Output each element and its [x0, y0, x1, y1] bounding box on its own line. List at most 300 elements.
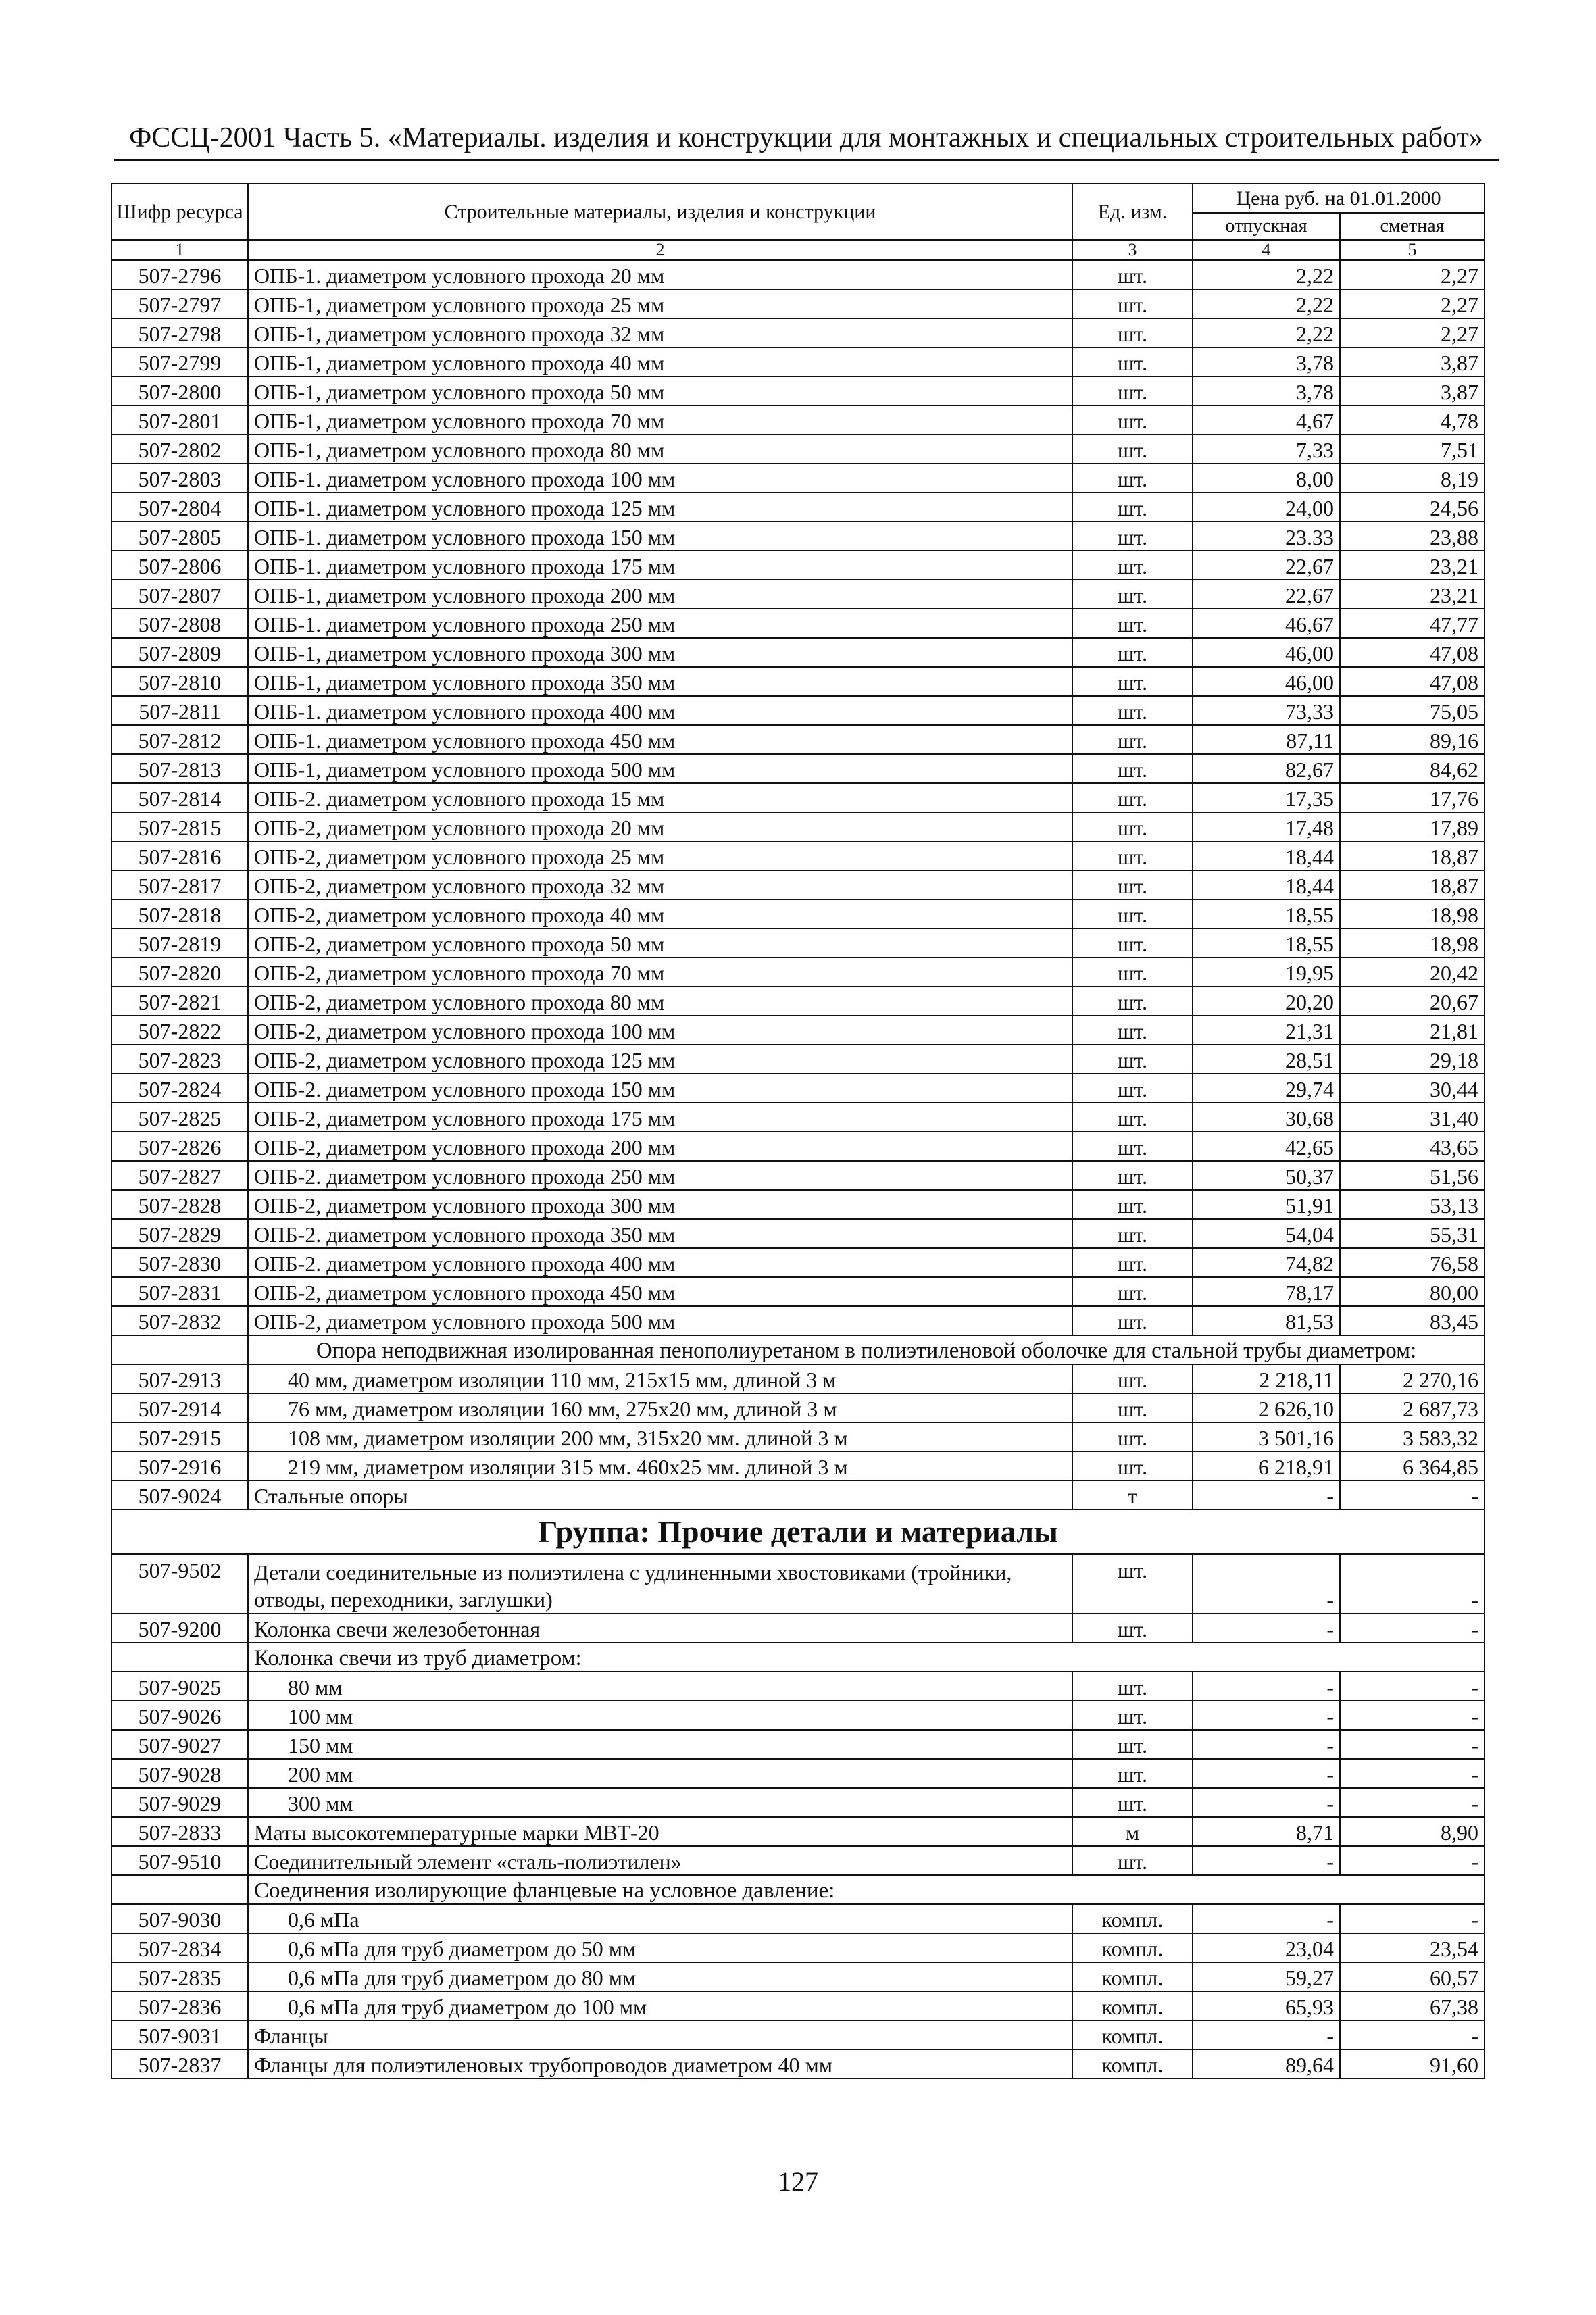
- row-unit: шт.: [1072, 1074, 1193, 1103]
- row-code: 507-2817: [111, 870, 248, 899]
- row-price-release: 18,55: [1193, 928, 1340, 957]
- row-price-estimate: 55,31: [1340, 1219, 1485, 1248]
- row-price-estimate: 67,38: [1340, 1991, 1485, 2020]
- row-unit: компл.: [1072, 1933, 1193, 1962]
- row-price-release: 54,04: [1193, 1219, 1340, 1248]
- row-unit: шт.: [1072, 289, 1193, 318]
- row-unit: шт.: [1072, 725, 1193, 754]
- row-name: 150 мм: [248, 1730, 1072, 1759]
- row-name: 300 мм: [248, 1788, 1072, 1817]
- table-row: [111, 289, 1485, 318]
- row-unit: т: [1072, 1480, 1193, 1510]
- row-code: 507-2812: [111, 725, 248, 754]
- row-price-release: 65,93: [1193, 1991, 1340, 2020]
- section-title-support: Опора неподвижная изолированная пенополиуретаном в полиэтиленовой оболочке для стальной трубы диаметром:: [248, 1335, 1485, 1364]
- row-price-estimate: 91,60: [1340, 2049, 1485, 2078]
- row-price-release: 18,44: [1193, 870, 1340, 899]
- row-name: ОПБ-1, диаметром условного прохода 50 мм: [248, 376, 1072, 405]
- row-name: ОПБ-2, диаметром условного прохода 175 мм: [248, 1103, 1072, 1132]
- row-unit: шт.: [1072, 1364, 1193, 1393]
- header-price-release: отпускная: [1193, 213, 1340, 240]
- row-price-estimate: -: [1340, 1614, 1485, 1643]
- row-name: ОПБ-1. диаметром условного прохода 400 мм: [248, 696, 1072, 725]
- row-name: Колонка свечи железобетонная: [248, 1614, 1072, 1643]
- row-price-estimate: 29,18: [1340, 1045, 1485, 1074]
- row-price-estimate: -: [1340, 1672, 1485, 1701]
- section-title-flange: Соединения изолирующие фланцевые на условное давление:: [248, 1875, 1485, 1904]
- row-name: 200 мм: [248, 1759, 1072, 1788]
- row-unit: шт.: [1072, 667, 1193, 696]
- row-price-release: 29,74: [1193, 1074, 1340, 1103]
- row-unit: шт.: [1072, 783, 1193, 812]
- row-code: 507-2828: [111, 1190, 248, 1219]
- row-code: 507-9026: [111, 1701, 248, 1730]
- row-price-release: 89,64: [1193, 2049, 1340, 2078]
- row-price-estimate: 20,42: [1340, 957, 1485, 987]
- row-unit: шт.: [1072, 1306, 1193, 1335]
- row-name: ОПБ-1, диаметром условного прохода 32 мм: [248, 318, 1072, 347]
- table-row: [111, 1672, 1485, 1701]
- row-price-release: 46,00: [1193, 638, 1340, 667]
- row-unit: шт.: [1072, 1161, 1193, 1190]
- header-name: Строительные материалы, изделия и конструкции: [248, 184, 1072, 240]
- row-price-estimate: 47,08: [1340, 667, 1485, 696]
- row-unit: компл.: [1072, 2020, 1193, 2049]
- row-unit: компл.: [1072, 1904, 1193, 1933]
- row-unit: шт.: [1072, 899, 1193, 928]
- row-name: Соединительный элемент «сталь-полиэтилен»: [248, 1846, 1072, 1875]
- row-unit: компл.: [1072, 1962, 1193, 1991]
- row-name: ОПБ-1. диаметром условного прохода 150 мм: [248, 522, 1072, 551]
- row-unit: шт.: [1072, 1045, 1193, 1074]
- row-name: ОПБ-1, диаметром условного прохода 300 мм: [248, 638, 1072, 667]
- table-row: [111, 957, 1485, 987]
- table-row: [111, 725, 1485, 754]
- row-price-estimate: -: [1340, 1701, 1485, 1730]
- row-name: ОПБ-2, диаметром условного прохода 450 мм: [248, 1277, 1072, 1306]
- table-row: [111, 2049, 1485, 2078]
- table-row: [111, 1422, 1485, 1451]
- group-row: [111, 1510, 1485, 1554]
- row-code: 507-2836: [111, 1991, 248, 2020]
- row-unit: шт.: [1072, 493, 1193, 522]
- row-name: ОПБ-2, диаметром условного прохода 80 мм: [248, 987, 1072, 1016]
- row-price-release: -: [1193, 1672, 1340, 1701]
- row-name: ОПБ-2, диаметром условного прохода 500 мм: [248, 1306, 1072, 1335]
- row-price-release: 20,20: [1193, 987, 1340, 1016]
- row-price-release: 6 218,91: [1193, 1451, 1340, 1480]
- table-row: [111, 754, 1485, 783]
- row-code: 507-9024: [111, 1480, 248, 1510]
- row-code: 507-2913: [111, 1364, 248, 1393]
- row-price-estimate: 7,51: [1340, 434, 1485, 464]
- row-name: ОПБ-2. диаметром условного прохода 150 мм: [248, 1074, 1072, 1103]
- table-row: [111, 1190, 1485, 1219]
- row-price-estimate: 21,81: [1340, 1016, 1485, 1045]
- row-price-release: 81,53: [1193, 1306, 1340, 1335]
- row-name: 108 мм, диаметром изоляции 200 мм, 315х20 мм. длиной 3 м: [248, 1422, 1072, 1451]
- row-price-release: -: [1193, 2020, 1340, 2049]
- row-code: 507-2824: [111, 1074, 248, 1103]
- row-unit: шт.: [1072, 434, 1193, 464]
- section-code-cell: [111, 1335, 248, 1364]
- column-index: 4: [1193, 240, 1340, 260]
- row-name: ОПБ-1. диаметром условного прохода 100 мм: [248, 464, 1072, 493]
- row-price-estimate: 8,19: [1340, 464, 1485, 493]
- table-row: [111, 1132, 1485, 1161]
- row-code: 507-2808: [111, 609, 248, 638]
- row-price-release: 7,33: [1193, 434, 1340, 464]
- row-price-release: 78,17: [1193, 1277, 1340, 1306]
- row-price-estimate: 2,27: [1340, 260, 1485, 289]
- row-unit: шт.: [1072, 1759, 1193, 1788]
- page-number: 127: [778, 2166, 818, 2197]
- row-price-estimate: 18,87: [1340, 870, 1485, 899]
- table-row: [111, 1759, 1485, 1788]
- row-name: Фланцы для полиэтиленовых трубопроводов диаметром 40 мм: [248, 2049, 1072, 2078]
- row-price-release: 51,91: [1193, 1190, 1340, 1219]
- row-code: 507-2811: [111, 696, 248, 725]
- column-index: 2: [248, 240, 1072, 260]
- row-price-estimate: 3,87: [1340, 347, 1485, 376]
- column-index: 1: [111, 240, 248, 260]
- row-unit: шт.: [1072, 405, 1193, 434]
- row-code: 507-2809: [111, 638, 248, 667]
- table-row: [111, 899, 1485, 928]
- row-price-estimate: -: [1340, 1554, 1485, 1614]
- row-code: 507-2798: [111, 318, 248, 347]
- row-unit: шт.: [1072, 696, 1193, 725]
- row-price-release: 42,65: [1193, 1132, 1340, 1161]
- row-name: ОПБ-2, диаметром условного прохода 300 мм: [248, 1190, 1072, 1219]
- row-price-estimate: -: [1340, 1730, 1485, 1759]
- row-code: 507-2826: [111, 1132, 248, 1161]
- row-unit: шт.: [1072, 580, 1193, 609]
- table-row: [111, 2020, 1485, 2049]
- row-price-estimate: 75,05: [1340, 696, 1485, 725]
- row-price-estimate: 23,54: [1340, 1933, 1485, 1962]
- row-price-release: -: [1193, 1701, 1340, 1730]
- table-row: [111, 1788, 1485, 1817]
- row-name: ОПБ-1, диаметром условного прохода 25 мм: [248, 289, 1072, 318]
- row-code: 507-2800: [111, 376, 248, 405]
- row-name: ОПБ-2. диаметром условного прохода 250 мм: [248, 1161, 1072, 1190]
- row-code: 507-2914: [111, 1393, 248, 1422]
- table-row: [111, 1219, 1485, 1248]
- row-price-release: -: [1193, 1846, 1340, 1875]
- table-row: [111, 1904, 1485, 1933]
- row-price-release: 46,67: [1193, 609, 1340, 638]
- row-name: ОПБ-1, диаметром условного прохода 80 мм: [248, 434, 1072, 464]
- row-name: 40 мм, диаметром изоляции 110 мм, 215х15 мм, длиной 3 м: [248, 1364, 1072, 1393]
- row-unit: шт.: [1072, 1016, 1193, 1045]
- row-code: 507-2801: [111, 405, 248, 434]
- row-unit: шт.: [1072, 1554, 1193, 1614]
- table-row: [111, 580, 1485, 609]
- row-unit: шт.: [1072, 1730, 1193, 1759]
- table-row: [111, 1306, 1485, 1335]
- row-unit: компл.: [1072, 2049, 1193, 2078]
- row-name: ОПБ-2, диаметром условного прохода 40 мм: [248, 899, 1072, 928]
- table-row: [111, 376, 1485, 405]
- row-name: ОПБ-2, диаметром условного прохода 25 мм: [248, 841, 1072, 870]
- row-name: Маты высокотемпературные марки МВТ-20: [248, 1817, 1072, 1846]
- row-code: 507-9510: [111, 1846, 248, 1875]
- table-row: [111, 1248, 1485, 1277]
- row-price-release: 3 501,16: [1193, 1422, 1340, 1451]
- row-price-estimate: 51,56: [1340, 1161, 1485, 1190]
- row-price-estimate: -: [1340, 1904, 1485, 1933]
- row-name: 80 мм: [248, 1672, 1072, 1701]
- row-price-estimate: 20,67: [1340, 987, 1485, 1016]
- table-row: [111, 638, 1485, 667]
- table-row: [111, 1016, 1485, 1045]
- row-unit: шт.: [1072, 522, 1193, 551]
- row-price-release: -: [1193, 1730, 1340, 1759]
- row-code: 507-9031: [111, 2020, 248, 2049]
- row-price-estimate: 53,13: [1340, 1190, 1485, 1219]
- row-unit: шт.: [1072, 638, 1193, 667]
- table-row: [111, 1364, 1485, 1393]
- row-name: ОПБ-1. диаметром условного прохода 250 мм: [248, 609, 1072, 638]
- row-code: 507-9030: [111, 1904, 248, 1933]
- row-price-release: 59,27: [1193, 1962, 1340, 1991]
- section-row-support: [111, 1335, 1485, 1364]
- row-code: 507-9502: [111, 1554, 248, 1614]
- row-price-release: 4,67: [1193, 405, 1340, 434]
- row-code: 507-9025: [111, 1672, 248, 1701]
- row-price-release: 2 626,10: [1193, 1393, 1340, 1422]
- row-unit: шт.: [1072, 376, 1193, 405]
- row-code: 507-2831: [111, 1277, 248, 1306]
- row-unit: шт.: [1072, 260, 1193, 289]
- table-row: [111, 1277, 1485, 1306]
- row-name: ОПБ-2. диаметром условного прохода 15 мм: [248, 783, 1072, 812]
- row-code: 507-2813: [111, 754, 248, 783]
- row-unit: шт.: [1072, 1132, 1193, 1161]
- row-code: 507-2802: [111, 434, 248, 464]
- row-code: 507-2821: [111, 987, 248, 1016]
- row-code: 507-2818: [111, 899, 248, 928]
- row-code: 507-2815: [111, 812, 248, 841]
- table-row: [111, 1451, 1485, 1480]
- row-price-release: 46,00: [1193, 667, 1340, 696]
- row-price-release: 22,67: [1193, 551, 1340, 580]
- row-name: ОПБ-2. диаметром условного прохода 350 мм: [248, 1219, 1072, 1248]
- table-row: [111, 1614, 1485, 1643]
- row-name: Стальные опоры: [248, 1480, 1072, 1510]
- row-price-release: 2,22: [1193, 318, 1340, 347]
- row-price-estimate: -: [1340, 1759, 1485, 1788]
- row-price-estimate: 2 687,73: [1340, 1393, 1485, 1422]
- row-price-release: 23,04: [1193, 1933, 1340, 1962]
- row-price-estimate: 47,77: [1340, 609, 1485, 638]
- table-row: [111, 347, 1485, 376]
- row-price-release: 17,35: [1193, 783, 1340, 812]
- row-price-estimate: 23,21: [1340, 580, 1485, 609]
- header-unit: Ед. изм.: [1072, 184, 1193, 240]
- row-unit: шт.: [1072, 957, 1193, 987]
- row-unit: шт.: [1072, 1701, 1193, 1730]
- row-price-release: 24,00: [1193, 493, 1340, 522]
- row-price-release: 2,22: [1193, 260, 1340, 289]
- row-name: ОПБ-2. диаметром условного прохода 400 мм: [248, 1248, 1072, 1277]
- row-name: ОПБ-1. диаметром условного прохода 20 мм: [248, 260, 1072, 289]
- section-row-flange: [111, 1875, 1485, 1904]
- row-price-release: 18,55: [1193, 899, 1340, 928]
- row-code: 507-2915: [111, 1422, 248, 1451]
- header-price: Цена руб. на 01.01.2000: [1193, 184, 1485, 213]
- row-unit: шт.: [1072, 841, 1193, 870]
- row-price-estimate: 31,40: [1340, 1103, 1485, 1132]
- row-unit: шт.: [1072, 1103, 1193, 1132]
- table-row: [111, 1554, 1485, 1614]
- row-price-estimate: 18,87: [1340, 841, 1485, 870]
- row-unit: м: [1072, 1817, 1193, 1846]
- row-price-release: 87,11: [1193, 725, 1340, 754]
- row-price-release: 73,33: [1193, 696, 1340, 725]
- row-code: 507-9029: [111, 1788, 248, 1817]
- row-code: 507-2825: [111, 1103, 248, 1132]
- row-unit: шт.: [1072, 987, 1193, 1016]
- table-row: [111, 318, 1485, 347]
- row-price-release: 3,78: [1193, 347, 1340, 376]
- table-header-row: [111, 184, 1485, 213]
- table-row: [111, 1701, 1485, 1730]
- table-row: [111, 1730, 1485, 1759]
- row-price-release: -: [1193, 1614, 1340, 1643]
- row-price-estimate: 30,44: [1340, 1074, 1485, 1103]
- row-price-release: 23.33: [1193, 522, 1340, 551]
- table-row: [111, 1962, 1485, 1991]
- row-price-estimate: 80,00: [1340, 1277, 1485, 1306]
- row-price-release: 2,22: [1193, 289, 1340, 318]
- table-row: [111, 1817, 1485, 1846]
- row-code: 507-2810: [111, 667, 248, 696]
- row-name: ОПБ-1, диаметром условного прохода 500 мм: [248, 754, 1072, 783]
- row-code: 507-9027: [111, 1730, 248, 1759]
- row-price-release: 74,82: [1193, 1248, 1340, 1277]
- row-price-estimate: 23,21: [1340, 551, 1485, 580]
- row-code: 507-2803: [111, 464, 248, 493]
- row-name: 76 мм, диаметром изоляции 160 мм, 275х20 мм, длиной 3 м: [248, 1393, 1072, 1422]
- row-unit: шт.: [1072, 1672, 1193, 1701]
- row-price-estimate: 83,45: [1340, 1306, 1485, 1335]
- row-unit: шт.: [1072, 1248, 1193, 1277]
- row-price-release: -: [1193, 1554, 1340, 1614]
- header-rule: [114, 159, 1499, 161]
- section-code-cell: [111, 1875, 248, 1904]
- row-code: 507-2805: [111, 522, 248, 551]
- table-row: [111, 1480, 1485, 1510]
- row-code: 507-2832: [111, 1306, 248, 1335]
- table-row: [111, 841, 1485, 870]
- row-price-release: 3,78: [1193, 376, 1340, 405]
- row-price-release: -: [1193, 1788, 1340, 1817]
- row-price-estimate: 8,90: [1340, 1817, 1485, 1846]
- row-name: ОПБ-2, диаметром условного прохода 125 мм: [248, 1045, 1072, 1074]
- table-row: [111, 987, 1485, 1016]
- row-name: 0,6 мПа: [248, 1904, 1072, 1933]
- row-code: 507-2830: [111, 1248, 248, 1277]
- table-row: [111, 405, 1485, 434]
- row-unit: шт.: [1072, 928, 1193, 957]
- row-unit: шт.: [1072, 1277, 1193, 1306]
- page-header-title: ФССЦ-2001 Часть 5. «Материалы. изделия и конструкции для монтажных и специальных строительных работ»: [129, 122, 1483, 153]
- row-unit: шт.: [1072, 1190, 1193, 1219]
- row-name: 100 мм: [248, 1701, 1072, 1730]
- table-row: [111, 1074, 1485, 1103]
- row-price-estimate: 4,78: [1340, 405, 1485, 434]
- row-name: Детали соединительные из полиэтилена с удлиненными хвостовиками (тройники, отводы, переходники, заглушки): [248, 1554, 1072, 1614]
- section-row-column: [111, 1643, 1485, 1672]
- row-price-estimate: 47,08: [1340, 638, 1485, 667]
- row-price-release: 22,67: [1193, 580, 1340, 609]
- header-price-estimate: сметная: [1340, 213, 1485, 240]
- row-price-release: -: [1193, 1480, 1340, 1510]
- row-code: 507-2806: [111, 551, 248, 580]
- row-unit: шт.: [1072, 609, 1193, 638]
- row-name: ОПБ-1, диаметром условного прохода 70 мм: [248, 405, 1072, 434]
- row-price-estimate: 84,62: [1340, 754, 1485, 783]
- row-code: 507-2816: [111, 841, 248, 870]
- price-table: [111, 183, 1485, 2079]
- section-title-column: Колонка свечи из труб диаметром:: [248, 1643, 1485, 1672]
- row-unit: шт.: [1072, 347, 1193, 376]
- header-code: Шифр ресурса: [111, 184, 248, 240]
- row-name: 0,6 мПа для труб диаметром до 80 мм: [248, 1962, 1072, 1991]
- table-row: [111, 609, 1485, 638]
- row-code: 507-2835: [111, 1962, 248, 1991]
- row-name: 0,6 мПа для труб диаметром до 50 мм: [248, 1933, 1072, 1962]
- table-row: [111, 434, 1485, 464]
- row-code: 507-2796: [111, 260, 248, 289]
- row-name: ОПБ-1. диаметром условного прохода 125 мм: [248, 493, 1072, 522]
- row-unit: шт.: [1072, 1846, 1193, 1875]
- table-row: [111, 1933, 1485, 1962]
- row-unit: шт.: [1072, 1451, 1193, 1480]
- row-code: 507-2837: [111, 2049, 248, 2078]
- row-unit: шт.: [1072, 1422, 1193, 1451]
- row-price-release: 50,37: [1193, 1161, 1340, 1190]
- table-row: [111, 1393, 1485, 1422]
- row-price-estimate: 18,98: [1340, 928, 1485, 957]
- column-index: 5: [1340, 240, 1485, 260]
- row-price-estimate: -: [1340, 1846, 1485, 1875]
- row-name: Фланцы: [248, 2020, 1072, 2049]
- column-index: 3: [1072, 240, 1193, 260]
- row-unit: шт.: [1072, 1614, 1193, 1643]
- row-unit: шт.: [1072, 551, 1193, 580]
- row-price-estimate: 43,65: [1340, 1132, 1485, 1161]
- row-price-release: 19,95: [1193, 957, 1340, 987]
- row-code: 507-2916: [111, 1451, 248, 1480]
- column-index-row: [111, 240, 1485, 260]
- row-code: 507-2829: [111, 1219, 248, 1248]
- row-price-estimate: 24,56: [1340, 493, 1485, 522]
- row-price-release: 30,68: [1193, 1103, 1340, 1132]
- row-price-estimate: 17,76: [1340, 783, 1485, 812]
- row-name: ОПБ-2, диаметром условного прохода 70 мм: [248, 957, 1072, 987]
- row-unit: шт.: [1072, 754, 1193, 783]
- row-price-estimate: 76,58: [1340, 1248, 1485, 1277]
- table-row: [111, 1846, 1485, 1875]
- row-price-release: 8,71: [1193, 1817, 1340, 1846]
- row-code: 507-2797: [111, 289, 248, 318]
- row-name: ОПБ-1, диаметром условного прохода 350 мм: [248, 667, 1072, 696]
- row-price-estimate: 89,16: [1340, 725, 1485, 754]
- table-row: [111, 464, 1485, 493]
